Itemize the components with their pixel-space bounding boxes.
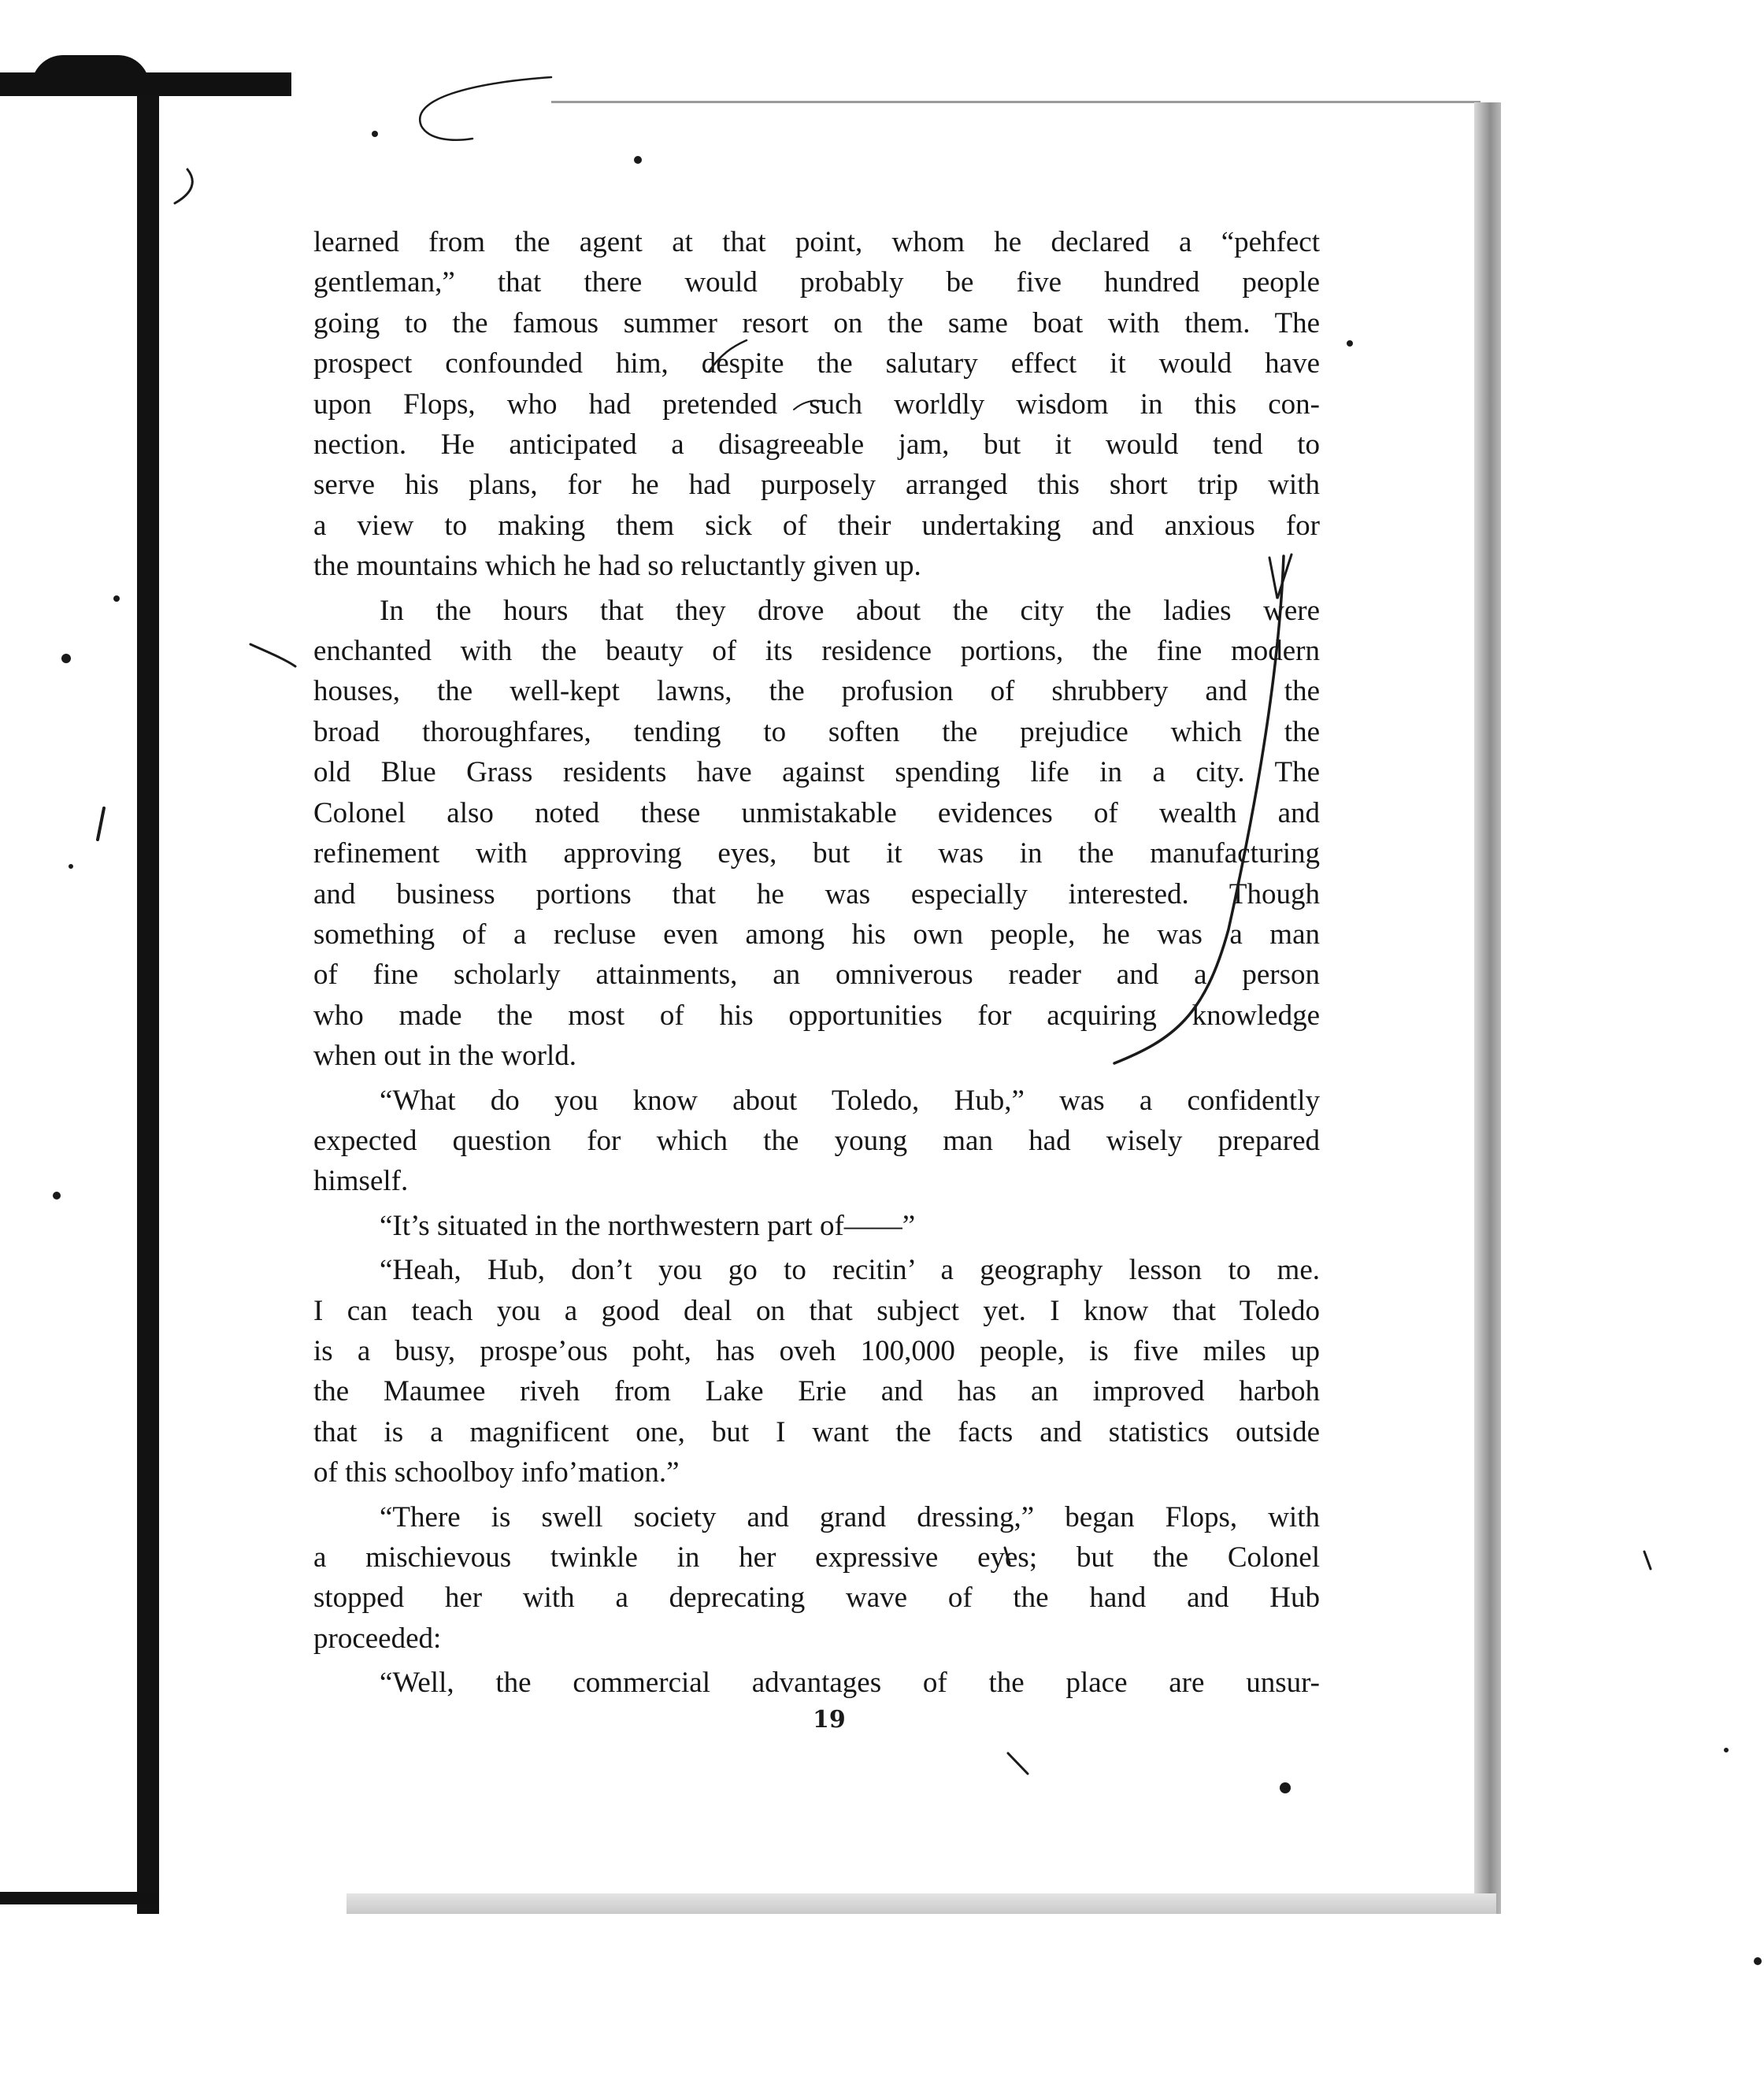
text-line: In the hours that they drove about the city the ladies were <box>380 594 1320 627</box>
binding-edge-top <box>0 72 291 96</box>
text-line: the Maumee riveh from Lake Erie and has an improved harboh <box>313 1375 1320 1408</box>
text-line: stopped her with a deprecating wave of the hand and Hub <box>313 1582 1320 1615</box>
text-line: serve his plans, for he had purposely arranged this short trip with <box>313 469 1320 502</box>
text-line: going to the famous summer resort on the same boat with them. The <box>313 306 1320 339</box>
text-line: broad thoroughfares, tending to soften the prejudice which the <box>313 715 1320 748</box>
text-line: who made the most of his opportunities for acquiring knowledge <box>313 999 1320 1032</box>
page-number: 19 <box>813 1706 846 1734</box>
page-bottom-edge-shadow <box>346 1893 1496 1914</box>
page-top-edge <box>551 101 1480 103</box>
text-line: gentleman,” that there would probably be five hundred people <box>313 266 1320 299</box>
text-line: when out in the world. <box>313 1040 576 1073</box>
text-line: expected question for which the young man had wisely prepared <box>313 1124 1320 1157</box>
text-line: learned from the agent at that point, whom he declared a “pehfect <box>313 226 1320 258</box>
text-line: I can teach you a good deal on that subject yet. I know that Toledo <box>313 1294 1320 1327</box>
text-line: enchanted with the beauty of its residence portions, the fine modern <box>313 635 1320 668</box>
page-right-edge-shadow <box>1474 102 1501 1914</box>
text-line: a mischievous twinkle in her expressive eyes; but the Colonel <box>313 1541 1320 1574</box>
text-line: something of a recluse even among his own people, he was a man <box>313 918 1320 951</box>
text-line: the mountains which he had so reluctantly given up. <box>313 550 921 583</box>
text-line: old Blue Grass residents have against spending life in a city. The <box>313 756 1320 789</box>
body-text <box>313 222 1320 1704</box>
text-line: nection. He anticipated a disagreeable jam, but it would tend to <box>313 428 1320 462</box>
text-line: prospect confounded him, despite the salutary effect it would have <box>313 347 1320 380</box>
text-line: himself. <box>313 1165 409 1198</box>
text-line: “There is swell society and grand dressing,” began Flops, with <box>380 1500 1320 1533</box>
text-line: a view to making them sick of their undertaking and anxious for <box>313 509 1320 542</box>
text-line: “Heah, Hub, don’t you go to recitin’ a geography lesson to me. <box>380 1254 1320 1287</box>
text-line: and business portions that he was especially interested. Though <box>313 877 1320 910</box>
text-line: proceeded: <box>313 1622 442 1655</box>
text-line: Colonel also noted these unmistakable evidences of wealth and <box>313 796 1320 829</box>
text-line: “Well, the commercial advantages of the place are unsur- <box>380 1667 1320 1700</box>
text-line: is a busy, prospe’ous poht, has oveh 100,000 people, is five miles up <box>313 1334 1320 1367</box>
text-line: “It’s situated in the northwestern part of——” <box>380 1209 916 1242</box>
text-line: of this schoolboy info’mation.” <box>313 1456 680 1489</box>
text-line: “What do you know about Toledo, Hub,” was a confidently <box>380 1084 1320 1117</box>
text-line: upon Flops, who had pretended such worldly wisdom in this con- <box>313 388 1320 421</box>
text-line: houses, the well-kept lawns, the profusion of shrubbery and the <box>313 675 1320 708</box>
text-line: refinement with approving eyes, but it was in the manufacturing <box>313 837 1320 870</box>
binding-edge-left <box>137 95 159 1914</box>
text-line: of fine scholarly attainments, an omniverous reader and a person <box>313 959 1320 992</box>
text-line: that is a magnificent one, but I want the facts and statistics outside <box>313 1415 1320 1448</box>
